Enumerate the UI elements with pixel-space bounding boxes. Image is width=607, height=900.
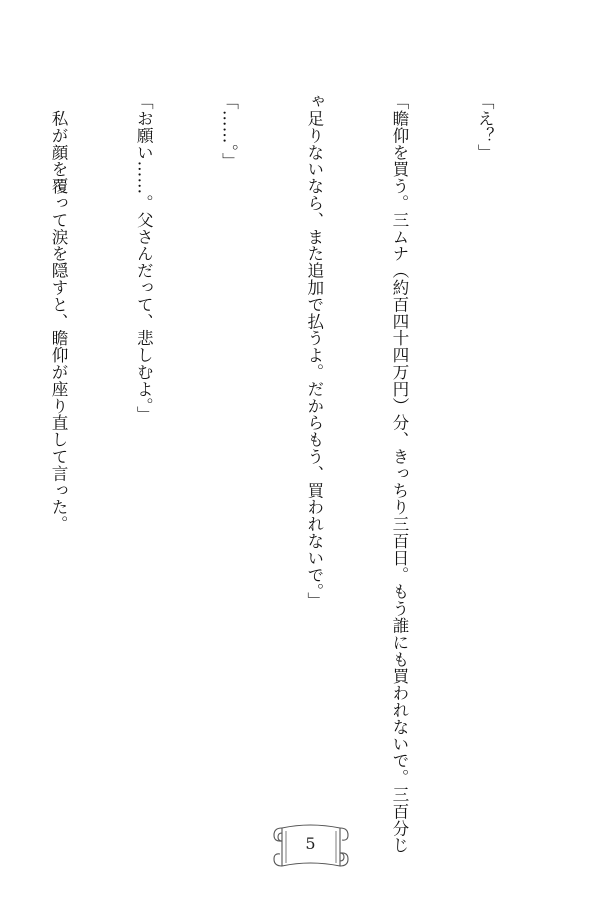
text-line: 「瞻仰を買う。三ムナ（約百四十四万円）分、きっちり三百日。もう誰にも買われないで。三百分じ — [389, 93, 409, 854]
text-line: 「……。」 — [219, 93, 239, 170]
body-text — [49, 93, 555, 854]
text-line: 私が顔を覆って涙を隠すと、瞻仰が座り直して言った。 — [49, 93, 69, 533]
text-line: 「え？」 — [475, 93, 495, 161]
page-footer — [0, 818, 607, 878]
text-line: ゃ足りないなら、また追加で払うよ。だからもう、買われないで。」 — [304, 93, 324, 609]
page-number: 5 — [305, 834, 316, 853]
text-line: 「お願い……。父さんだって、悲しむよ。」 — [134, 93, 154, 423]
